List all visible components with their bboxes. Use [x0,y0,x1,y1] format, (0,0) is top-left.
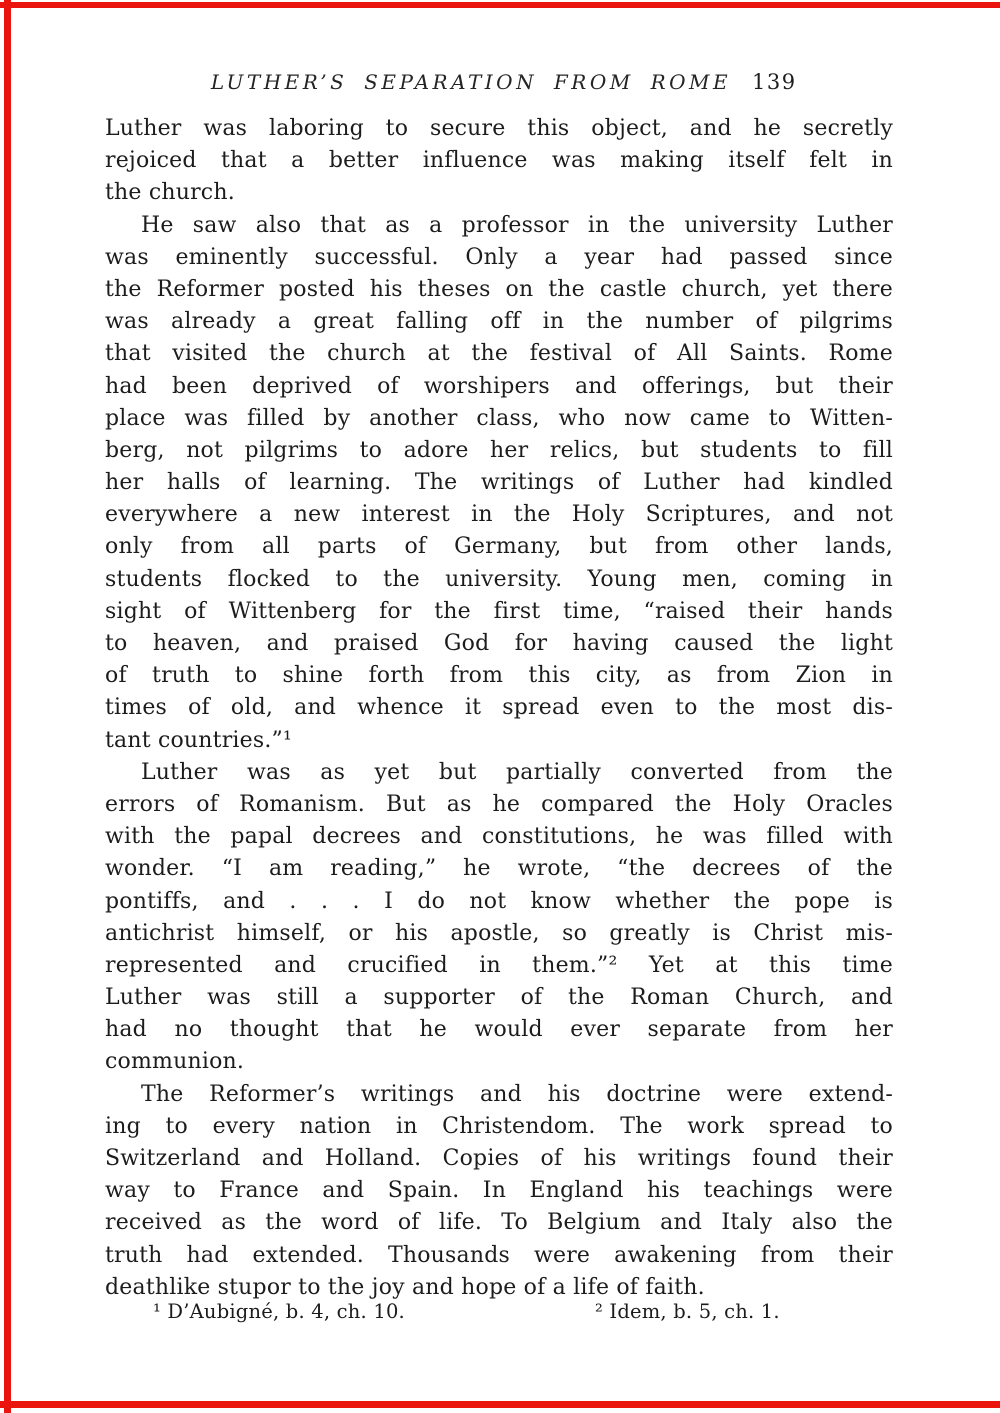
text-line: Switzerland and Holland. Copies of his writings found their [105,1146,893,1171]
text-line: He saw also that as a professor in the university Luther [141,212,893,238]
text-line: that visited the church at the festival of All Saints. Rome [105,341,893,367]
text-line: the Reformer posted his theses on the castle church, yet there [105,276,893,302]
text-line: the church. [105,180,235,206]
footnotes [105,1300,893,1330]
text-line: sight of Wittenberg for the first time, “raised their hands [105,598,893,624]
text-line: Luther was laboring to secure this object, and he secretly [105,116,893,141]
text-line: her halls of learning. The writings of Luther had kindled [105,470,893,496]
scan-edge-bottom [0,1401,1000,1408]
text-line: pontiffs, and . . . I do not know whether the pope is [105,888,893,914]
text-line: of truth to shine forth from this city, as from Zion in [105,663,893,689]
text-line: times of old, and whence it spread even to the most dis- [105,695,893,721]
text-line: was eminently successful. Only a year had passed since [105,244,893,270]
text-line: to heaven, and praised God for having caused the light [105,631,893,656]
text-line: antichrist himself, or his apostle, so greatly is Christ mis- [105,920,893,946]
footnote-2: ² Idem, b. 5, ch. 1. [595,1300,780,1323]
text-line: errors of Romanism. But as he compared the Holy Oracles [105,791,893,817]
text-line: tant countries.”¹ [105,727,293,753]
text-line: with the papal decrees and constitutions, he was filled with [105,824,893,850]
text-line: was already a great falling off in the number of pilgrims [105,309,893,335]
chapter-title: LUTHER’S SEPARATION FROM ROME [210,70,732,94]
text-line: only from all parts of Germany, but from other lands, [105,534,893,560]
running-header [0,70,1000,104]
text-line: berg, not pilgrims to adore her relics, but students to fill [105,437,893,463]
text-line: Luther was still a supporter of the Roman Church, and [105,985,893,1011]
text-line: everywhere a new interest in the Holy Scriptures, and not [105,502,893,528]
text-line: communion. [105,1049,245,1075]
text-line: way to France and Spain. In England his teachings were [105,1178,893,1204]
page-number: 139 [752,70,797,94]
text-line: had no thought that he would ever separate from her [105,1017,893,1043]
body-text [105,113,893,1304]
footnote-1: ¹ D’Aubigné, b. 4, ch. 10. [153,1300,405,1323]
text-line: deathlike stupor to the joy and hope of a life of faith. [105,1274,705,1300]
text-line: ing to every nation in Christendom. The work spread to [105,1113,893,1139]
scan-edge-left [4,0,11,1413]
text-line: truth had extended. Thousands were awakening from their [105,1242,893,1268]
scan-edge-top [0,2,1000,8]
text-line: had been deprived of worshipers and offerings, but their [105,373,893,399]
text-line: place was filled by another class, who now came to Witten- [105,405,893,431]
text-line: The Reformer’s writings and his doctrine were extend- [141,1081,893,1107]
text-line: represented and crucified in them.”² Yet at this time [105,952,893,978]
text-line: students flocked to the university. Young men, coming in [105,566,893,592]
text-line: Luther was as yet but partially converted from the [141,759,893,785]
text-line: received as the word of life. To Belgium and Italy also the [105,1210,893,1236]
text-line: rejoiced that a better influence was making itself felt in [105,148,893,174]
text-line: wonder. “I am reading,” he wrote, “the decrees of the [105,856,893,882]
